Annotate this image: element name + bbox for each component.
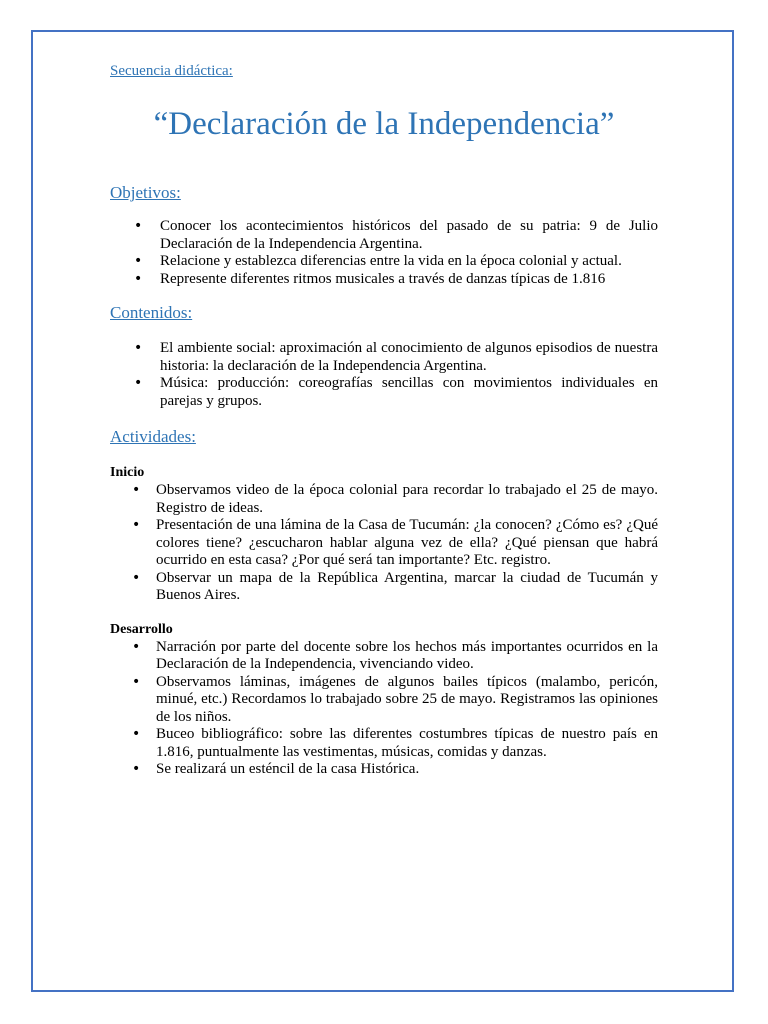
list-item: • Observamos láminas, imágenes de algunos bailes típicos (malambo, pericón, minué, etc.) Recordamos lo trabajado sobre 25 de mayo. Registramos las opiniones de los niños. <box>110 674 658 727</box>
list-item: • Represente diferentes ritmos musicales a través de danzas típicas de 1.816 <box>110 271 658 289</box>
objetivos-heading: Objetivos: <box>110 183 181 202</box>
list-item: • Narración por parte del docente sobre los hechos más importantes ocurridos en la Declaración de la Independencia, vivenciando video. <box>110 639 658 674</box>
objetivos-list <box>110 218 658 288</box>
list-item: • Conocer los acontecimientos históricos del pasado de su patria: 9 de Julio Declaración de la Independencia Argentina. <box>110 218 658 253</box>
contenidos-list <box>110 340 658 410</box>
list-item: • El ambiente social: aproximación al conocimiento de algunos episodios de nuestra historia: la declaración de la Independencia Argentina. <box>110 340 658 375</box>
document-title: “Declaración de la Independencia” <box>153 106 615 142</box>
list-item: • Observamos video de la época colonial para recordar lo trabajado el 25 de mayo. Registro de ideas. <box>110 482 658 517</box>
list-item: • Música: producción: coreografías sencillas con movimientos individuales en parejas y grupos. <box>110 375 658 410</box>
inicio-list <box>110 482 658 605</box>
list-item: • Buceo bibliográfico: sobre las diferentes costumbres típicas de nuestro país en 1.816, puntualmente las vestimentas, músicas, comidas y danzas. <box>110 726 658 761</box>
actividades-heading: Actividades: <box>110 427 196 446</box>
document-body <box>110 62 658 779</box>
document-subtitle: Secuencia didáctica: <box>110 63 233 79</box>
list-item: • Observar un mapa de la República Argentina, marcar la ciudad de Tucumán y Buenos Aires. <box>110 570 658 605</box>
list-item: • Relacione y establezca diferencias entre la vida en la época colonial y actual. <box>110 253 658 271</box>
desarrollo-list <box>110 639 658 779</box>
contenidos-heading: Contenidos: <box>110 303 193 322</box>
list-item: • Presentación de una lámina de la Casa de Tucumán: ¿la conocen? ¿Cómo es? ¿Qué colores tiene? ¿escucharon hablar alguna vez de ella? ¿Qué piensan que habrá ocurrido en esta casa? ¿Por qué será tan importante? Etc. registro. <box>110 517 658 570</box>
inicio-heading: Inicio <box>110 465 145 480</box>
list-item: • Se realizará un esténcil de la casa Histórica. <box>110 761 658 779</box>
desarrollo-heading: Desarrollo <box>110 621 173 637</box>
